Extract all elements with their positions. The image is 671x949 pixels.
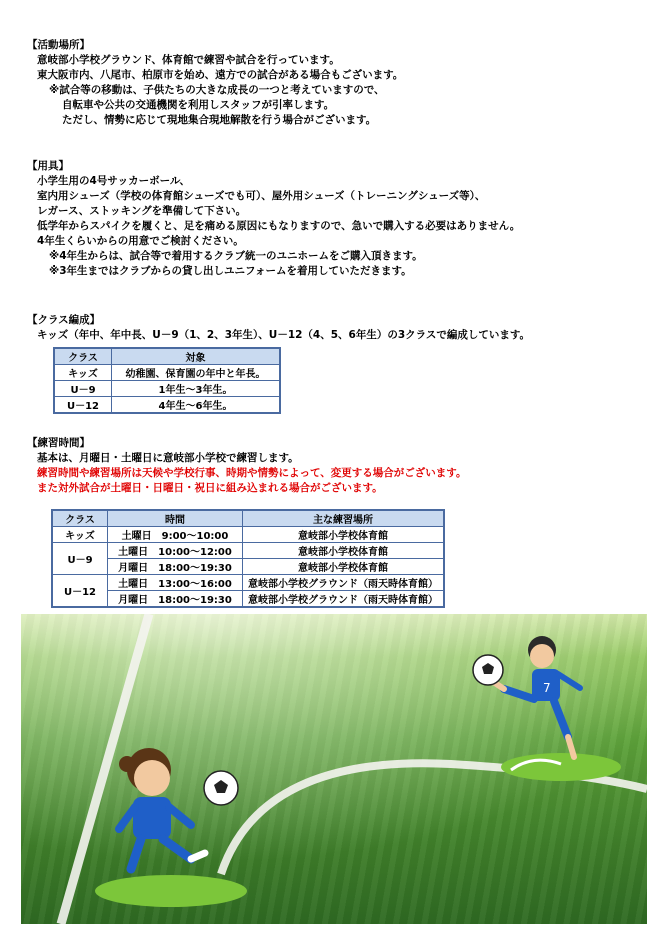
equipment-line: ※4年生からは、試合等で着用するクラブ統一のユニホームをご購入頂きます。 — [49, 250, 423, 262]
class-cell: キッズ — [54, 365, 112, 381]
time-cell: 月曜日 18:00～19:30 — [108, 591, 243, 608]
target-cell: 幼稚園、保育園の年中と年長。 — [112, 365, 281, 381]
activity-line: 意岐部小学校グラウンド、体育館で練習や試合を行っています。 — [37, 54, 340, 66]
equipment-line: ※3年生まではクラブからの貸し出しユニフォームを着用していただきます。 — [49, 265, 412, 277]
table-row — [54, 365, 280, 381]
activity-line: 自転車や公共の交通機関を利用しスタッフが引率します。 — [62, 99, 335, 111]
class-table-header-target: 対象 — [112, 348, 281, 365]
target-cell: 4年生～6年生。 — [112, 397, 281, 414]
practice-table — [51, 509, 445, 608]
place-cell: 意岐部小学校グラウンド（雨天時体育館） — [243, 575, 445, 591]
table-row — [52, 543, 444, 559]
practice-header-class: クラス — [52, 510, 108, 527]
soccer-ball-icon — [473, 655, 503, 685]
class-table-header-class: クラス — [54, 348, 112, 365]
table-row — [52, 559, 444, 575]
class-cell: U－12 — [54, 397, 112, 414]
place-cell: 意岐部小学校グラウンド（雨天時体育館） — [243, 591, 445, 608]
time-cell: 土曜日 10:00～12:00 — [108, 543, 243, 559]
time-cell: 土曜日 13:00～16:00 — [108, 575, 243, 591]
activity-line: ※試合等の移動は、子供たちの大きな成長の一つと考えていますので、 — [49, 84, 385, 96]
classes-heading: 【クラス編成】 — [27, 314, 101, 326]
class-table — [53, 347, 281, 414]
practice-header-time: 時間 — [108, 510, 243, 527]
table-row — [54, 397, 280, 414]
place-cell: 意岐部小学校体育館 — [243, 527, 445, 543]
practice-notice: 練習時間や練習場所は天候や学校行事、時期や情勢によって、変更する場合がございます。 — [37, 467, 467, 479]
classes-intro: キッズ（年中、年中長、U－9（1、2、3年生）、U－12（4、5、6年生）の3クラスで編成しています。 — [37, 329, 530, 341]
equipment-line: 室内用シューズ（学校の体育館シューズでも可）、屋外用シューズ（トレーニングシューズ等）、 — [37, 190, 486, 202]
class-cell: U－9 — [52, 543, 108, 575]
table-row — [54, 381, 280, 397]
activity-line: 東大阪市内、八尾市、柏原市を始め、遠方での試合がある場合もございます。 — [37, 69, 404, 81]
svg-text:7: 7 — [543, 681, 551, 695]
practice-header-place: 主な練習場所 — [243, 510, 445, 527]
equipment-line: レガース、ストッキングを準備して下さい。 — [37, 205, 247, 217]
practice-notice: また対外試合が土曜日・日曜日・祝日に組み込まれる場合がございます。 — [37, 482, 383, 494]
time-cell: 土曜日 9:00～10:00 — [108, 527, 243, 543]
table-row — [52, 575, 444, 591]
place-cell: 意岐部小学校体育館 — [243, 559, 445, 575]
table-row — [52, 591, 444, 608]
soccer-field-illustration — [21, 614, 647, 924]
time-cell: 月曜日 18:00～19:30 — [108, 559, 243, 575]
equipment-heading: 【用具】 — [27, 160, 69, 172]
place-cell: 意岐部小学校体育館 — [243, 543, 445, 559]
activity-heading: 【活動場所】 — [27, 39, 90, 51]
equipment-line: 4年生くらいからの用意でご検討ください。 — [37, 235, 244, 247]
practice-line: 基本は、月曜日・土曜日に意岐部小学校で練習します。 — [37, 452, 299, 464]
class-cell: U－9 — [54, 381, 112, 397]
equipment-line: 小学生用の4号サッカーボール、 — [37, 175, 191, 187]
soccer-ball-icon — [204, 771, 238, 805]
table-row — [52, 527, 444, 543]
target-cell: 1年生～3年生。 — [112, 381, 281, 397]
activity-line: ただし、情勢に応じて現地集合現地解散を行う場合がございます。 — [62, 114, 377, 126]
soccer-scene-svg — [21, 614, 647, 924]
class-cell: キッズ — [52, 527, 108, 543]
equipment-line: 低学年からスパイクを履くと、足を痛める原因にもなりますので、急いで購入する必要はありません。 — [37, 220, 521, 232]
practice-heading: 【練習時間】 — [27, 437, 90, 449]
class-cell: U－12 — [52, 575, 108, 608]
